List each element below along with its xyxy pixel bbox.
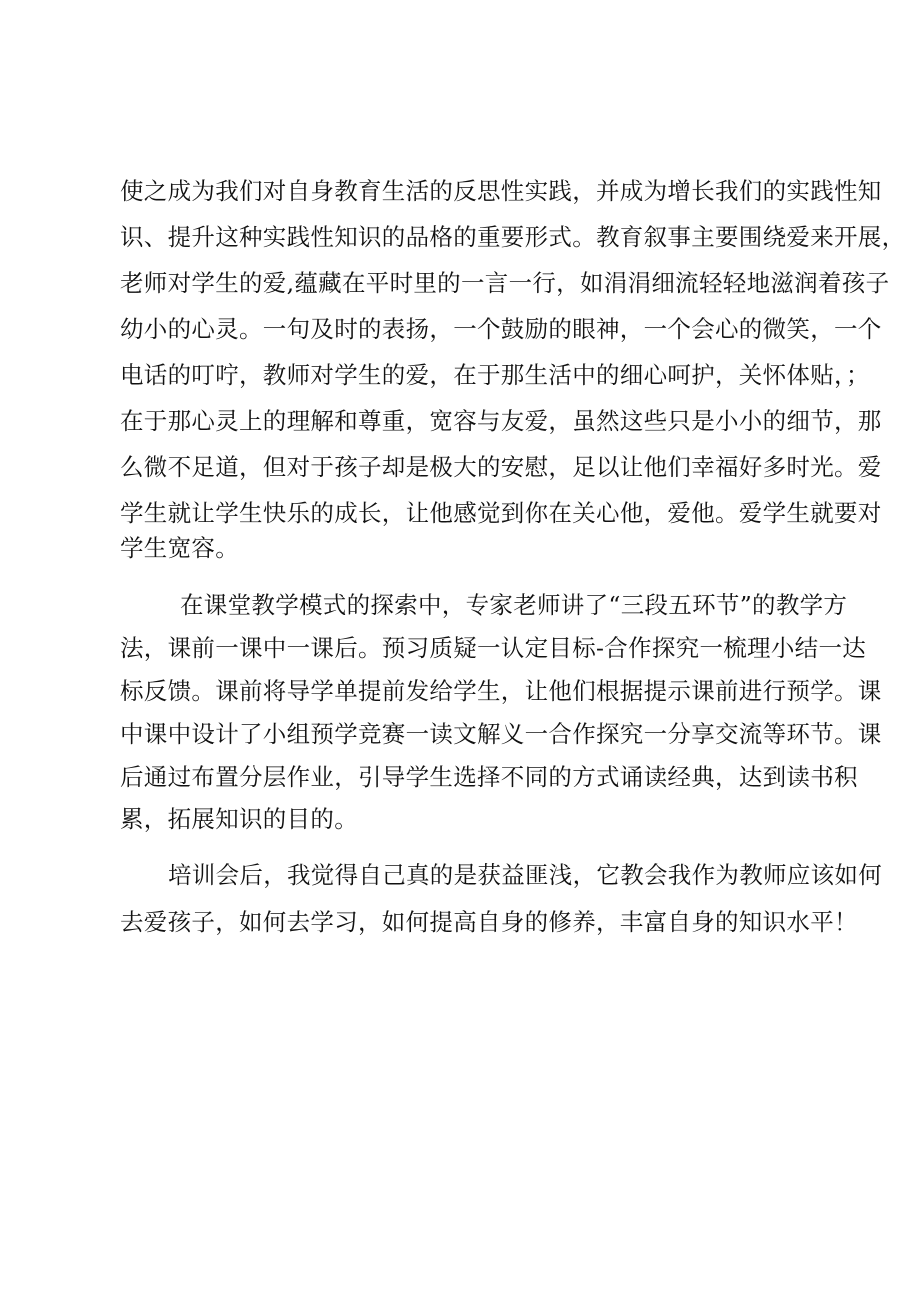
paragraph-2-line-6: 累，拓展知识的目的。 [120, 805, 358, 833]
paragraph-1-line-3: 老师对学生的爱,蕴藏在平时里的一言一行，如涓涓细流轻轻地滋润着孩子 [120, 269, 890, 297]
paragraph-2-line-2: 法，课前一课中一课后。预习质疑一认定目标-合作探究一梳理小结一达 [120, 634, 867, 662]
paragraph-1-line-6: 在于那心灵上的理解和尊重，宽容与友爱，虽然这些只是小小的细节，那 [120, 407, 882, 435]
paragraph-1-line-9: 学生宽容。 [120, 534, 239, 562]
paragraph-2-line-4: 中课中设计了小组预学竞赛一读文解义一合作探究一分享交流等环节。课 [120, 720, 882, 748]
paragraph-3-line-2: 去爱孩子，如何去学习，如何提高自身的修养，丰富自身的知识水平！ [120, 908, 858, 936]
paragraph-1-line-7: 么微不足道，但对于孩子却是极大的安慰，足以让他们幸福好多时光。爱 [120, 453, 882, 481]
paragraph-3-line-1: 培训会后，我觉得自己真的是获益匪浅，它教会我作为教师应该如何 [168, 861, 882, 889]
paragraph-1-line-5: 电话的叮咛，教师对学生的爱，在于那生活中的细心呵护，关怀体贴，； [120, 361, 870, 389]
paragraph-2-line-3: 标反馈。课前将导学单提前发给学生，让他们根据提示课前进行预学。课 [120, 677, 882, 705]
paragraph-1-line-2: 识、提升这种实践性知识的品格的重要形式。教育叙事主要围绕爱来开展， [120, 223, 906, 251]
paragraph-1-line-4: 幼小的心灵。一句及时的表扬，一个鼓励的眼神，一个会心的微笑，一个 [120, 315, 882, 343]
paragraph-2-line-1: 在课堂教学模式的探索中，专家老师讲了“三段五环节”的教学方 [180, 591, 848, 619]
paragraph-1-line-8: 学生就让学生快乐的成长，让他感觉到你在关心他，爱他。爱学生就要对 [120, 499, 882, 527]
paragraph-1-line-1: 使之成为我们对自身教育生活的反思性实践，并成为增长我们的实践性知 [120, 177, 882, 205]
paragraph-2-line-5: 后通过布置分层作业，引导学生选择不同的方式诵读经典，达到读书积 [120, 763, 858, 791]
